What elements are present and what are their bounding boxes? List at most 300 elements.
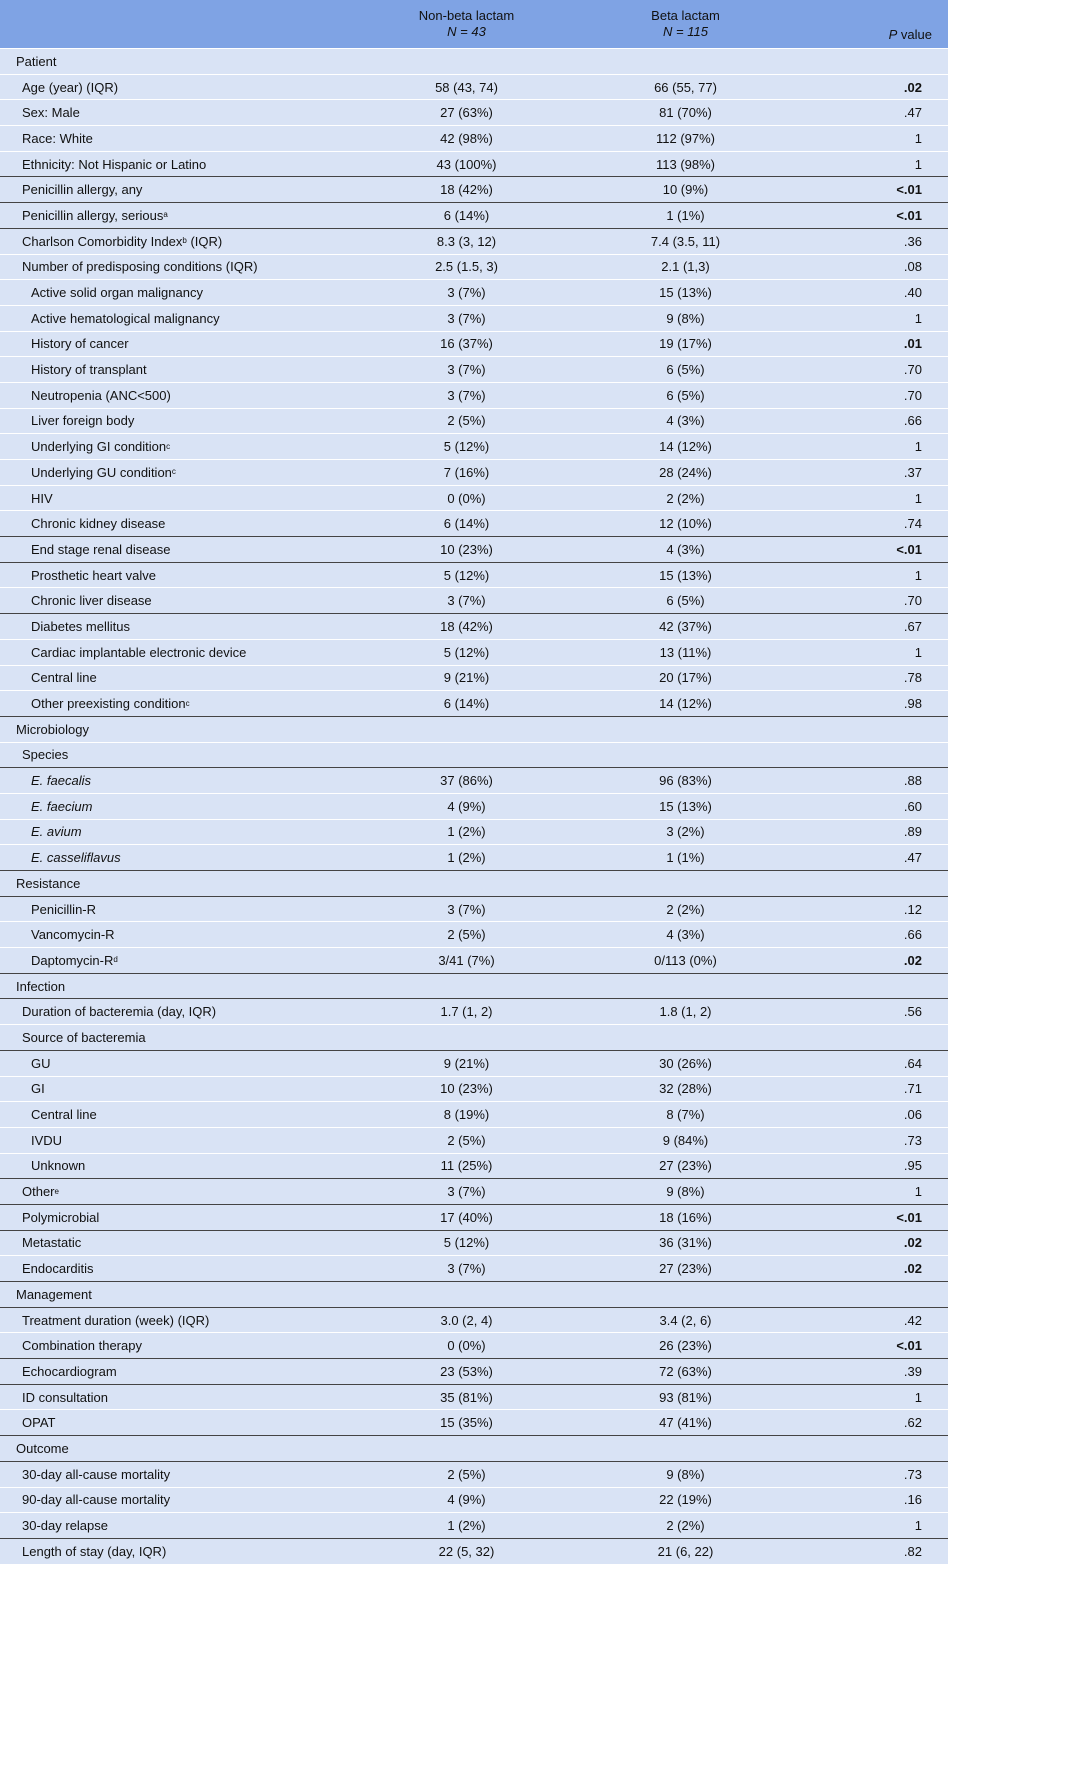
- cell-p-value: 1: [914, 439, 922, 455]
- cell-non-beta-lactam: 8 (19%): [443, 1107, 490, 1123]
- row-label: [0, 768, 358, 793]
- row-label: [0, 75, 358, 100]
- cell-beta-lactam: 12 (10%): [659, 516, 712, 532]
- row-label-text: ID consultation: [22, 1389, 108, 1405]
- row-label-text: Cardiac implantable electronic device: [31, 644, 247, 660]
- row-label: Penicillin allergy, serious a: [22, 207, 168, 223]
- cell-p-value: .89: [903, 824, 922, 840]
- cell-beta-lactam: 1 (1%): [666, 850, 705, 866]
- table-row: [0, 1101, 948, 1127]
- cell-p-value: [796, 743, 948, 768]
- row-label: [0, 1410, 358, 1435]
- cell-p-value: 1: [914, 490, 922, 506]
- cell-p-value: .71: [903, 1081, 922, 1097]
- cell-non-beta-lactam: 6 (14%): [443, 207, 490, 223]
- cell-p-value: [796, 1436, 948, 1461]
- row-label: [0, 1154, 358, 1179]
- cell-p-value: 1: [914, 1389, 922, 1405]
- row-label-text: Vancomycin-R: [31, 927, 115, 943]
- section-header-row: [0, 716, 948, 742]
- row-label-suffix: (IQR): [186, 233, 223, 249]
- table-row: [0, 1153, 948, 1179]
- row-label-text: Chronic liver disease: [31, 593, 152, 609]
- cell-p-value: .47: [903, 105, 922, 121]
- table-row: [0, 382, 948, 408]
- cell-p-value: .64: [903, 1055, 922, 1071]
- cell-beta-lactam: 112 (97%): [655, 130, 715, 146]
- cell-non-beta-lactam: 37 (86%): [440, 773, 493, 789]
- row-label-text: HIV: [31, 490, 53, 506]
- cell-beta-lactam: [575, 1436, 796, 1461]
- cell-non-beta-lactam: 2 (5%): [447, 413, 486, 429]
- row-label-text: IVDU: [31, 1132, 63, 1148]
- row-label-text: GU: [31, 1055, 51, 1071]
- cell-p-value: [796, 1282, 948, 1307]
- row-label-text: 90-day all-cause mortality: [22, 1492, 171, 1508]
- row-label-text: Microbiology: [16, 721, 89, 737]
- cell-p-value: .66: [903, 413, 922, 429]
- row-label-text: Penicillin-R: [31, 901, 97, 917]
- cell-beta-lactam: 9 (84%): [662, 1132, 709, 1148]
- row-label-text: Prosthetic heart valve: [31, 567, 157, 583]
- table-row: [0, 665, 948, 691]
- header-col2-n: N = 115: [663, 24, 708, 39]
- table-row: [0, 921, 948, 947]
- cell-non-beta-lactam: 16 (37%): [440, 336, 493, 352]
- row-label-text: Resistance: [16, 875, 81, 891]
- cell-p-value: .70: [903, 362, 922, 378]
- cell-p-value: .02: [903, 1235, 922, 1251]
- cell-non-beta-lactam: [358, 49, 575, 74]
- table-row: [0, 613, 948, 639]
- cell-beta-lactam: 10 (9%): [662, 182, 709, 198]
- row-label-text: Source of bacteremia: [22, 1029, 146, 1045]
- row-label: [0, 871, 358, 896]
- row-label: [0, 666, 358, 691]
- cell-non-beta-lactam: [358, 871, 575, 896]
- table-row: [0, 1332, 948, 1358]
- cell-p-value: [796, 1025, 948, 1050]
- cell-p-value: .08: [903, 259, 922, 275]
- row-label-text: History of cancer: [31, 336, 129, 352]
- cell-p-value: .74: [903, 516, 922, 532]
- cell-beta-lactam: 15 (13%): [659, 798, 712, 814]
- row-label: [0, 1385, 358, 1410]
- cell-non-beta-lactam: 6 (14%): [443, 516, 490, 532]
- cell-p-value: <.01: [896, 1338, 922, 1354]
- table-row: [0, 125, 948, 151]
- section-header-row: [0, 870, 948, 896]
- cell-beta-lactam: 4 (3%): [666, 541, 705, 557]
- cell-non-beta-lactam: [358, 1282, 575, 1307]
- row-label: Underlying GI condition c: [31, 439, 171, 455]
- table-row: [0, 536, 948, 562]
- cell-non-beta-lactam: [358, 717, 575, 742]
- row-label-text: Liver foreign body: [31, 413, 135, 429]
- row-label: [0, 1513, 358, 1538]
- section-header-row: [0, 1281, 948, 1307]
- row-label-text: Underlying GU condition: [31, 464, 172, 480]
- cell-beta-lactam: 6 (5%): [666, 593, 705, 609]
- row-label: [0, 383, 358, 408]
- cell-non-beta-lactam: 3/41 (7%): [438, 952, 495, 968]
- cell-beta-lactam: 4 (3%): [666, 927, 705, 943]
- row-label-text: Central line: [31, 1107, 97, 1123]
- cell-non-beta-lactam: 3 (7%): [447, 310, 486, 326]
- cell-beta-lactam: 72 (63%): [659, 1363, 712, 1379]
- row-label-text: E. casseliflavus: [31, 850, 121, 866]
- section-header-row: [0, 1435, 948, 1461]
- table-row: [0, 793, 948, 819]
- cell-non-beta-lactam: 23 (53%): [440, 1363, 493, 1379]
- table-row: [0, 819, 948, 845]
- row-label: [0, 614, 358, 639]
- cell-non-beta-lactam: 18 (42%): [440, 618, 493, 634]
- cell-non-beta-lactam: 5 (12%): [443, 644, 490, 660]
- table-row: [0, 1204, 948, 1230]
- row-label: [0, 743, 358, 768]
- row-label: [0, 1436, 358, 1461]
- table-row: [0, 433, 948, 459]
- cell-non-beta-lactam: 2.5 (1.5, 3): [435, 259, 498, 275]
- cell-beta-lactam: 36 (31%): [659, 1235, 712, 1251]
- row-label-text: 30-day relapse: [22, 1518, 108, 1534]
- cell-p-value: .78: [903, 670, 922, 686]
- cell-p-value: <.01: [896, 541, 922, 557]
- row-label: Other preexisting condition c: [31, 696, 190, 712]
- cell-p-value: .70: [903, 387, 922, 403]
- table-row: [0, 1384, 948, 1410]
- cell-non-beta-lactam: 4 (9%): [447, 1492, 486, 1508]
- row-label: [0, 357, 358, 382]
- table-row: [0, 844, 948, 870]
- cell-beta-lactam: 14 (12%): [659, 696, 712, 712]
- cell-non-beta-lactam: 5 (12%): [443, 439, 490, 455]
- cell-p-value: .67: [903, 618, 922, 634]
- cell-p-value: 1: [914, 1518, 922, 1534]
- table-row: [0, 1076, 948, 1102]
- table-row: [0, 305, 948, 331]
- cell-beta-lactam: 26 (23%): [659, 1338, 712, 1354]
- cell-beta-lactam: 30 (26%): [659, 1055, 712, 1071]
- cell-p-value: 1: [914, 156, 922, 172]
- row-label: [0, 1539, 358, 1564]
- cell-p-value: [796, 871, 948, 896]
- cell-p-value: .73: [903, 1132, 922, 1148]
- section-header-row: [0, 973, 948, 999]
- cell-non-beta-lactam: 1.7 (1, 2): [440, 1004, 493, 1020]
- cell-p-value: .37: [903, 464, 922, 480]
- cell-beta-lactam: 15 (13%): [659, 285, 712, 301]
- cell-beta-lactam: 1.8 (1, 2): [659, 1004, 712, 1020]
- cell-non-beta-lactam: 3 (7%): [447, 285, 486, 301]
- cell-beta-lactam: 42 (37%): [659, 618, 712, 634]
- cell-beta-lactam: 2.1 (1,3): [661, 259, 710, 275]
- table-row: [0, 1487, 948, 1513]
- cell-beta-lactam: 47 (41%): [659, 1415, 712, 1431]
- table-row: [0, 459, 948, 485]
- cell-non-beta-lactam: 17 (40%): [440, 1209, 493, 1225]
- row-label: [0, 1333, 358, 1358]
- cell-non-beta-lactam: [358, 1025, 575, 1050]
- row-label-text: Unknown: [31, 1158, 86, 1174]
- row-label-text: Race: White: [22, 130, 93, 146]
- cell-p-value: .16: [903, 1492, 922, 1508]
- row-label: [0, 820, 358, 845]
- cell-beta-lactam: [575, 49, 796, 74]
- cell-p-value: .98: [903, 696, 922, 712]
- row-label-text: Patient: [16, 53, 57, 69]
- header-blank: [0, 0, 358, 48]
- cell-non-beta-lactam: 3.0 (2, 4): [440, 1312, 493, 1328]
- row-label: [0, 177, 358, 202]
- header-col1-label: Non-beta lactam: [418, 8, 515, 23]
- cell-beta-lactam: 81 (70%): [659, 105, 712, 121]
- cell-beta-lactam: 113 (98%): [655, 156, 715, 172]
- table-row: [0, 279, 948, 305]
- cell-p-value: .02: [903, 1261, 922, 1277]
- row-label: Charlson Comorbidity Index b (IQR): [22, 233, 223, 249]
- table-row: [0, 176, 948, 202]
- row-label-text: Sex: Male: [22, 105, 80, 121]
- row-label-text: Daptomycin-R: [31, 952, 114, 968]
- row-label: [0, 640, 358, 665]
- table-row: [0, 1358, 948, 1384]
- table-row: [0, 408, 948, 434]
- cell-non-beta-lactam: [358, 1436, 575, 1461]
- table-row: [0, 254, 948, 280]
- row-label-text: History of transplant: [31, 362, 147, 378]
- cell-p-value: .12: [903, 901, 922, 917]
- cell-beta-lactam: [575, 974, 796, 999]
- table-row: [0, 510, 948, 536]
- row-label-text: Outcome: [16, 1440, 69, 1456]
- header-col1-n: N = 43: [447, 24, 486, 39]
- cell-p-value: 1: [914, 567, 922, 583]
- cell-p-value: [796, 717, 948, 742]
- row-label: [0, 1205, 358, 1230]
- row-label: [0, 537, 358, 562]
- cell-beta-lactam: [575, 1282, 796, 1307]
- row-label-text: Infection: [16, 978, 66, 994]
- cell-beta-lactam: 13 (11%): [659, 644, 712, 660]
- cell-beta-lactam: 7.4 (3.5, 11): [650, 233, 721, 249]
- row-label: [0, 1488, 358, 1513]
- cell-p-value: .02: [903, 952, 922, 968]
- table-row: [0, 1255, 948, 1281]
- cell-non-beta-lactam: 3 (7%): [447, 1261, 486, 1277]
- row-label: [0, 332, 358, 357]
- cell-p-value: .88: [903, 773, 922, 789]
- row-label: [0, 100, 358, 125]
- row-label: [0, 588, 358, 613]
- cell-non-beta-lactam: [358, 974, 575, 999]
- row-label-text: E. avium: [31, 824, 82, 840]
- cell-p-value: .60: [903, 798, 922, 814]
- table-row: [0, 202, 948, 228]
- row-label-text: Penicillin allergy, any: [22, 182, 143, 198]
- cell-beta-lactam: 8 (7%): [666, 1107, 705, 1123]
- table-row: [0, 1050, 948, 1076]
- cell-beta-lactam: 96 (83%): [659, 773, 712, 789]
- header-non-beta-lactam: [358, 0, 575, 48]
- cell-p-value: .42: [903, 1312, 922, 1328]
- row-label: [0, 1128, 358, 1153]
- row-label-text: Age (year) (IQR): [22, 79, 119, 95]
- row-label-text: Metastatic: [22, 1235, 82, 1251]
- cell-p-value: .02: [903, 79, 922, 95]
- row-label-text: Number of predisposing conditions (IQR): [22, 259, 258, 275]
- row-label: [0, 794, 358, 819]
- row-label: [0, 255, 358, 280]
- cell-non-beta-lactam: 43 (100%): [436, 156, 497, 172]
- row-label: [0, 409, 358, 434]
- table-row: [0, 1178, 948, 1204]
- cell-non-beta-lactam: 15 (35%): [440, 1415, 493, 1431]
- table-row: [0, 998, 948, 1024]
- cell-p-value: .56: [903, 1004, 922, 1020]
- table-row: [0, 690, 948, 716]
- cell-beta-lactam: 3.4 (2, 6): [659, 1312, 712, 1328]
- cell-non-beta-lactam: 1 (2%): [447, 824, 486, 840]
- cell-beta-lactam: 28 (24%): [659, 464, 712, 480]
- row-label-text: Ethnicity: Not Hispanic or Latino: [22, 156, 207, 172]
- cell-non-beta-lactam: 3 (7%): [447, 362, 486, 378]
- row-label: [0, 1282, 358, 1307]
- cell-beta-lactam: 93 (81%): [659, 1389, 712, 1405]
- cell-beta-lactam: 66 (55, 77): [654, 79, 717, 95]
- header-p-prefix: P: [888, 27, 898, 42]
- row-label-text: Active solid organ malignancy: [31, 285, 203, 301]
- row-label: [0, 717, 358, 742]
- cell-non-beta-lactam: 18 (42%): [440, 182, 493, 198]
- cell-non-beta-lactam: 2 (5%): [447, 927, 486, 943]
- cell-non-beta-lactam: 3 (7%): [447, 387, 486, 403]
- cell-p-value: .01: [903, 336, 922, 352]
- table-row: [0, 947, 948, 973]
- cell-non-beta-lactam: 35 (81%): [440, 1389, 493, 1405]
- cell-non-beta-lactam: 42 (98%): [440, 130, 493, 146]
- cell-non-beta-lactam: 7 (16%): [443, 464, 490, 480]
- row-label-text: E. faecium: [31, 798, 93, 814]
- cell-p-value: .40: [903, 285, 922, 301]
- cell-beta-lactam: 2 (2%): [666, 1518, 705, 1534]
- cell-beta-lactam: 2 (2%): [666, 490, 705, 506]
- cell-non-beta-lactam: 0 (0%): [447, 1338, 486, 1354]
- row-label-text: Combination therapy: [22, 1338, 142, 1354]
- cell-non-beta-lactam: 5 (12%): [443, 567, 490, 583]
- cell-p-value: 1: [914, 310, 922, 326]
- cell-non-beta-lactam: 8.3 (3, 12): [436, 233, 497, 249]
- row-label-text: Polymicrobial: [22, 1209, 100, 1225]
- table-row: [0, 485, 948, 511]
- table-row: [0, 1230, 948, 1256]
- table-header: [0, 0, 948, 48]
- cell-beta-lactam: 6 (5%): [666, 362, 705, 378]
- row-label-text: Management: [16, 1286, 92, 1302]
- row-label: Underlying GU condition c: [31, 464, 176, 480]
- cell-p-value: [796, 49, 948, 74]
- cell-non-beta-lactam: 1 (2%): [447, 1518, 486, 1534]
- row-label: [0, 152, 358, 177]
- cell-p-value: .70: [903, 593, 922, 609]
- table-row: [0, 1127, 948, 1153]
- row-label: [0, 511, 358, 536]
- row-label: [0, 999, 358, 1024]
- cell-non-beta-lactam: 3 (7%): [447, 1184, 486, 1200]
- cell-non-beta-lactam: 5 (12%): [443, 1235, 490, 1251]
- cell-p-value: .66: [903, 927, 922, 943]
- cell-p-value: .39: [903, 1363, 922, 1379]
- cell-beta-lactam: 9 (8%): [666, 1184, 705, 1200]
- row-label-text: GI: [31, 1081, 45, 1097]
- cell-non-beta-lactam: 10 (23%): [440, 1081, 493, 1097]
- table-row: [0, 742, 948, 768]
- row-label-text: E. faecalis: [31, 773, 91, 789]
- cell-beta-lactam: 20 (17%): [659, 670, 712, 686]
- table-row: [0, 1512, 948, 1538]
- table-row: [0, 1538, 948, 1564]
- row-label: [0, 49, 358, 74]
- cell-p-value: <.01: [896, 207, 922, 223]
- table-row: [0, 896, 948, 922]
- row-label: [0, 974, 358, 999]
- section-header-row: [0, 48, 948, 74]
- cell-p-value: <.01: [896, 182, 922, 198]
- table-body: [0, 48, 948, 1564]
- cell-non-beta-lactam: 4 (9%): [447, 798, 486, 814]
- cell-non-beta-lactam: 9 (21%): [443, 670, 490, 686]
- row-label: Daptomycin-R d: [31, 952, 118, 968]
- row-label: Other e: [22, 1184, 59, 1200]
- row-label: [0, 845, 358, 870]
- table-row: [0, 1461, 948, 1487]
- row-label: [0, 1077, 358, 1102]
- cell-p-value: <.01: [896, 1209, 922, 1225]
- row-label-text: Active hematological malignancy: [31, 310, 220, 326]
- cell-p-value: .62: [903, 1415, 922, 1431]
- cell-beta-lactam: 14 (12%): [659, 439, 712, 455]
- row-label-text: End stage renal disease: [31, 541, 171, 557]
- cell-beta-lactam: 21 (6, 22): [657, 1543, 714, 1559]
- table-row: [0, 356, 948, 382]
- cell-non-beta-lactam: 27 (63%): [440, 105, 493, 121]
- cell-p-value: 1: [914, 130, 922, 146]
- row-label: [0, 280, 358, 305]
- cell-p-value: .73: [903, 1466, 922, 1482]
- cell-non-beta-lactam: 2 (5%): [447, 1466, 486, 1482]
- cell-beta-lactam: 27 (23%): [659, 1158, 712, 1174]
- header-col2-label: Beta lactam: [651, 8, 720, 23]
- cell-non-beta-lactam: 3 (7%): [447, 593, 486, 609]
- table-row: [0, 562, 948, 588]
- cell-beta-lactam: 32 (28%): [659, 1081, 712, 1097]
- row-label-text: Penicillin allergy, serious: [22, 207, 164, 223]
- row-label: [0, 1308, 358, 1333]
- cell-p-value: .36: [903, 233, 922, 249]
- row-label-text: 30-day all-cause mortality: [22, 1466, 171, 1482]
- cell-beta-lactam: 2 (2%): [666, 901, 705, 917]
- row-label-text: Endocarditis: [22, 1261, 94, 1277]
- table-row: [0, 99, 948, 125]
- cell-p-value: 1: [914, 1184, 922, 1200]
- cell-beta-lactam: 1 (1%): [666, 207, 705, 223]
- cell-beta-lactam: [575, 717, 796, 742]
- table-row: [0, 639, 948, 665]
- row-label-text: Other preexisting condition: [31, 696, 186, 712]
- cell-beta-lactam: 4 (3%): [666, 413, 705, 429]
- cell-non-beta-lactam: 3 (7%): [447, 901, 486, 917]
